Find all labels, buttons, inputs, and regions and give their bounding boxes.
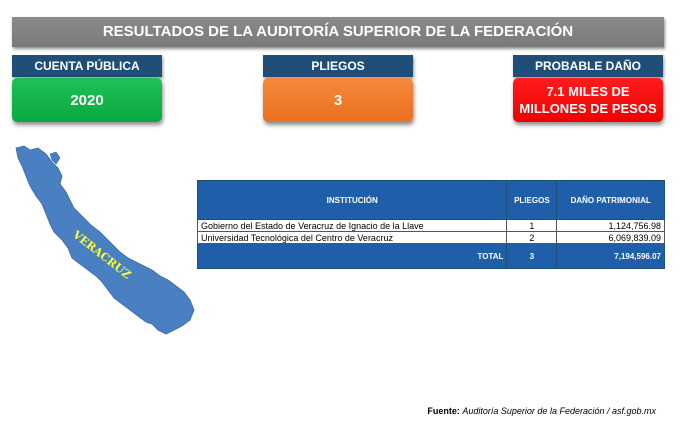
- total-label: TOTAL: [198, 244, 507, 269]
- row-dano: 6,069,839.09: [557, 232, 665, 244]
- veracruz-map: [10, 140, 200, 340]
- veracruz-label: VERACRUZ: [70, 228, 134, 282]
- probable-dano-label: PROBABLE DAÑO: [513, 55, 663, 77]
- table-row: [198, 232, 665, 244]
- total-dano: 7,194,596.07: [557, 244, 665, 269]
- row-institucion: Universidad Tecnológica del Centro de Veracruz: [198, 232, 507, 244]
- pliegos-label: PLIEGOS: [263, 55, 413, 77]
- cuenta-publica-label: CUENTA PÚBLICA: [12, 55, 162, 77]
- header-pliegos: PLIEGOS: [507, 181, 557, 220]
- header-dano: DAÑO PATRIMONIAL: [557, 181, 665, 220]
- total-pliegos: 3: [507, 244, 557, 269]
- table-row: [198, 220, 665, 232]
- source-text: Auditoría Superior de la Federación / asf.gob.mx: [462, 406, 656, 416]
- source-prefix: Fuente:: [427, 406, 460, 416]
- row-pliegos: 2: [507, 232, 557, 244]
- total-row: [198, 244, 665, 269]
- veracruz-state-shape: [16, 146, 194, 334]
- source-note: [427, 406, 656, 416]
- probable-dano-value: 7.1 MILES DE MILLONES DE PESOS: [513, 78, 663, 122]
- page-title: RESULTADOS DE LA AUDITORÍA SUPERIOR DE LA FEDERACIÓN: [12, 17, 664, 47]
- cuenta-publica-value: 2020: [12, 78, 162, 122]
- pliegos-value: 3: [263, 78, 413, 122]
- row-institucion: Gobierno del Estado de Veracruz de Ignacio de la Llave: [198, 220, 507, 232]
- row-pliegos: 1: [507, 220, 557, 232]
- header-institucion: INSTITUCIÓN: [198, 181, 507, 220]
- results-table: [197, 180, 665, 269]
- row-dano: 1,124,756.98: [557, 220, 665, 232]
